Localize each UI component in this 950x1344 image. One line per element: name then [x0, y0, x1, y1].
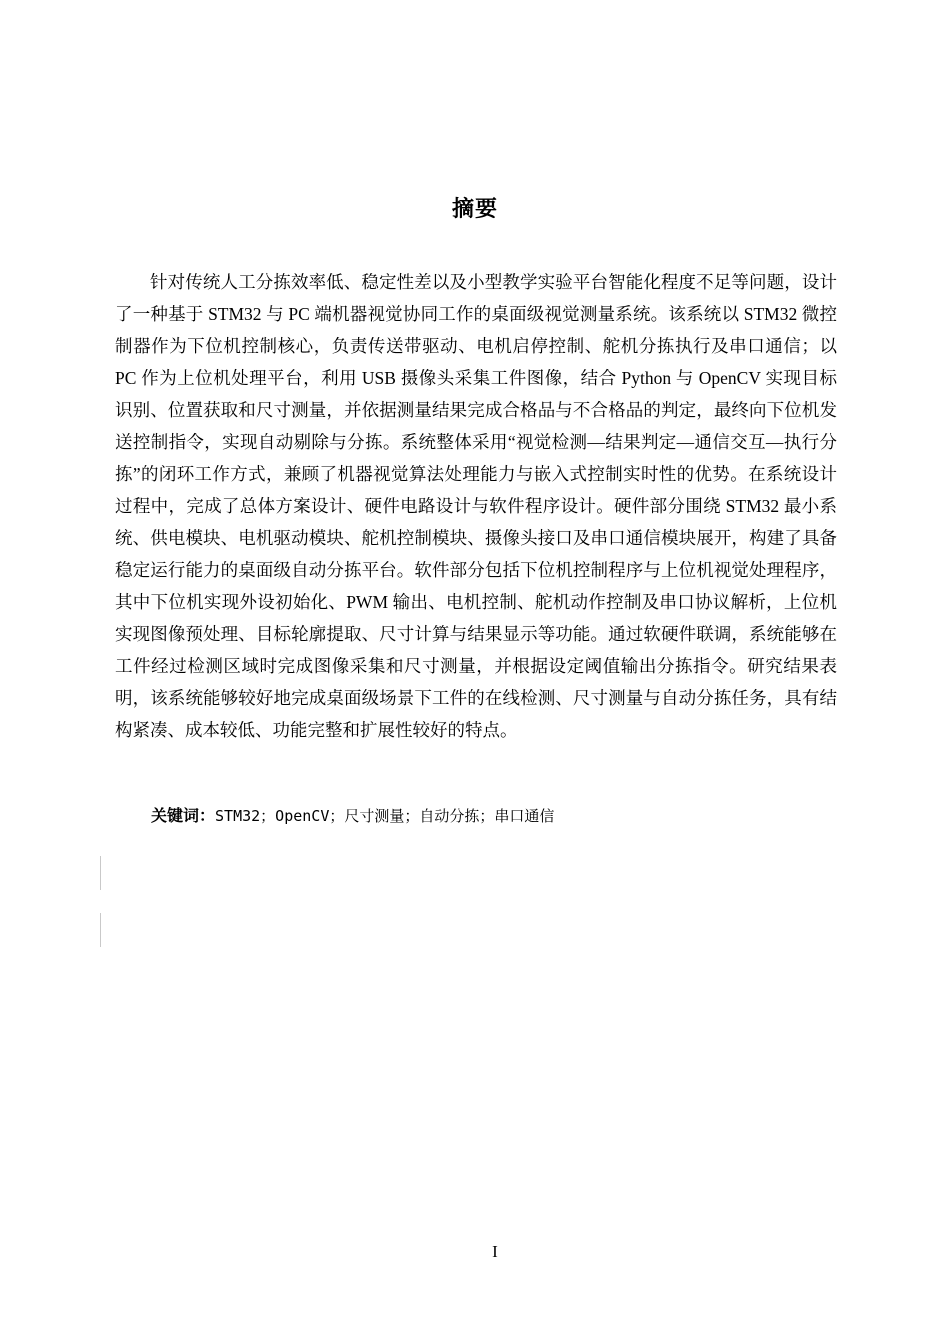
abstract-title: 摘要: [451, 197, 498, 222]
margin-marker: [100, 856, 101, 890]
keywords-value: STM32；OpenCV；尺寸测量；自动分拣；串口通信: [215, 807, 555, 825]
margin-marker: [100, 913, 101, 947]
abstract-paragraph: 针对传统人工分拣效率低、稳定性差以及小型教学实验平台智能化程度不足等问题，设计了一种基于 STM32 与 PC 端机器视觉协同工作的桌面级视觉测量系统。该系统以 STM32 微控制器作为下位机控制核心，负责传送带驱动、电机启停控制、舵机分拣执行及串口通信；以 PC 作为上位机处理平台，利用 USB 摄像头采集工件图像，结合 Python 与 OpenCV 实现目标识别、位置获取和尺寸测量，并依据测量结果完成合格品与不合格品的判定，最终向下位机发送控制指令，实现自动剔除与分拣。系统整体采用“视觉检测—结果判定—通信交互—执行分拣”的闭环工作方式，兼顾了机器视觉算法处理能力与嵌入式控制实时性的优势。在系统设计过程中，完成了总体方案设计、硬件电路设计与软件程序设计。硬件部分围绕 STM32 最小系统、供电模块、电机驱动模块、舵机控制模块、摄像头接口及串口通信模块展开，构建了具备稳定运行能力的桌面级自动分拣平台。软件部分包括下位机控制程序与上位机视觉处理程序，其中下位机实现外设初始化、PWM 输出、电机控制、舵机动作控制及串口协议解析，上位机实现图像预处理、目标轮廓提取、尺寸计算与结果显示等功能。通过软硬件联调，系统能够在工件经过检测区域时完成图像采集和尺寸测量，并根据设定阈值输出分拣指令。研究结果表明，该系统能够较好地完成桌面级场景下工件的在线检测、尺寸测量与自动分拣任务，具有结构紧凑、成本较低、功能完整和扩展性较好的特点。: [115, 272, 837, 740]
keywords-label: 关键词：: [151, 806, 216, 825]
page-number: I: [492, 1242, 498, 1261]
keywords-line: [151, 802, 851, 830]
